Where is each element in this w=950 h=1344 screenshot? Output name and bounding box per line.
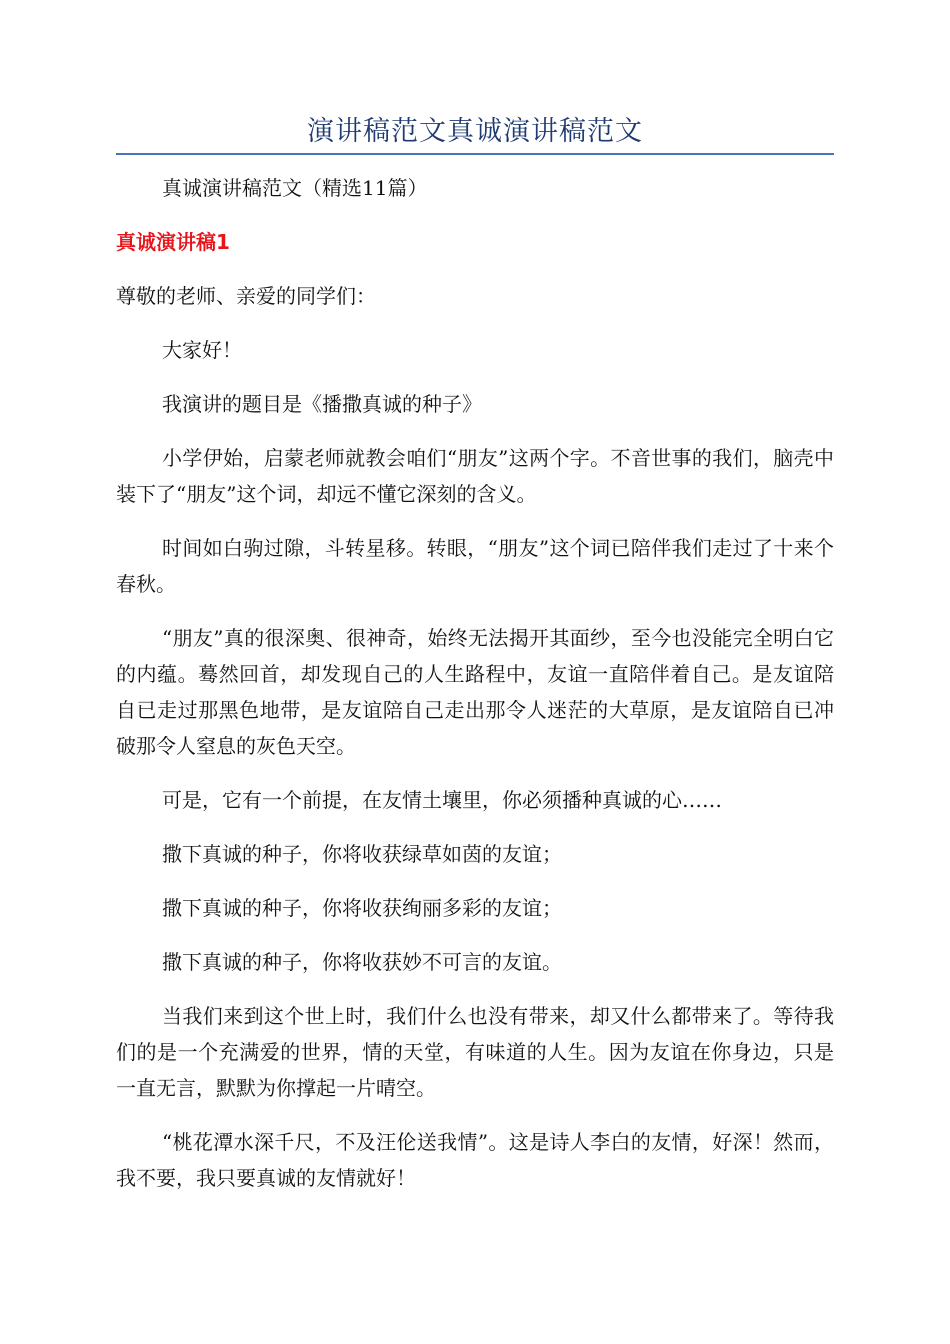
subtitle: 真诚演讲稿范文（精选11篇） — [162, 176, 428, 200]
paragraph: 撒下真诚的种子，你将收获绿草如茵的友谊； — [162, 842, 562, 866]
paragraph: 我演讲的题目是《播撒真诚的种子》 — [162, 392, 482, 416]
paragraph: 时间如白驹过隙，斗转星移。转眼，“朋友”这个词已陪伴我们走过了十来个春秋。 — [116, 536, 834, 596]
paragraph: 撒下真诚的种子，你将收获妙不可言的友谊。 — [162, 950, 562, 974]
paragraph: 小学伊始，启蒙老师就教会咱们“朋友”这两个字。不音世事的我们，脑壳中装下了“朋友”这个词，却远不懂它深刻的含义。 — [116, 446, 834, 506]
paragraph: 撒下真诚的种子，你将收获绚丽多彩的友谊； — [162, 896, 562, 920]
document-body — [116, 170, 834, 1196]
paragraph: 可是，它有一个前提，在友情土壤里，你必须播种真诚的心…… — [162, 788, 722, 812]
paragraph: “桃花潭水深千尺，不及汪伦送我情”。这是诗人李白的友情，好深！然而，我不要，我只要真诚的友情就好！ — [116, 1130, 834, 1190]
section-heading: 真诚演讲稿1 — [116, 230, 230, 254]
title-underline — [116, 153, 834, 155]
paragraph: 大家好！ — [162, 338, 242, 362]
paragraph: “朋友”真的很深奥、很神奇，始终无法揭开其面纱，至今也没能完全明白它的内蕴。蓦然回首，却发现自己的人生路程中，友谊一直陪伴着自己。是友谊陪自已走过那黑色地带，是友谊陪自己走出那令人迷茫的大草原，是友谊陪自已冲破那令人窒息的灰色天空。 — [116, 626, 834, 758]
salutation: 尊敬的老师、亲爱的同学们： — [116, 284, 376, 308]
paragraph: 当我们来到这个世上时，我们什么也没有带来，却又什么都带来了。等待我们的是一个充满爱的世界，情的天堂，有味道的人生。因为友谊在你身边，只是一直无言，默默为你撑起一片晴空。 — [116, 1004, 834, 1100]
document-title: 演讲稿范文真诚演讲稿范文 — [307, 116, 643, 147]
